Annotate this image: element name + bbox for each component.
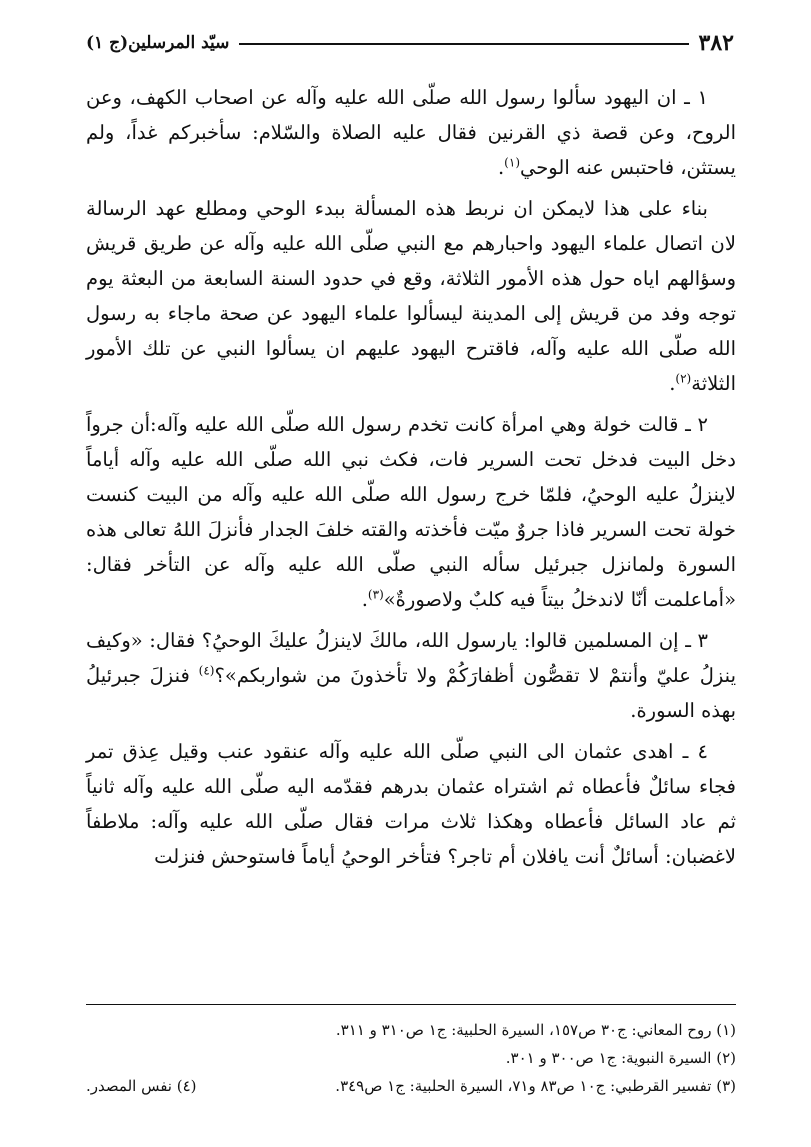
footnote-text: (٢) السيرة النبوية: ج١ ص٣٠٠ و ٣٠١. (505, 1049, 736, 1067)
footnote-3-4 (86, 1072, 736, 1100)
footnotes (86, 1016, 736, 1100)
main-text (86, 80, 736, 880)
paragraph-text: ٣ ـ إن المسلمين قالوا: يارسول الله، مالكَ لاينزلُ عليكَ الوحيُ؟ فقال: «وكيف ينزلُ عليّ وأنتمْ لا تقصُّون أظفارَكُمْ ولا تأخذونَ من شواربكم»؟ (86, 629, 736, 687)
paragraph-2 (86, 191, 736, 401)
paragraph-text: ١ ـ ان اليهود سألوا رسول الله صلّى الله عليه وآله عن اصحاب الكهف، وعن الروح، وعن قصة ذي القرنين فقال عليه الصلاة والسّلام: سأخبركم غداً، ولم يستثن، فاحتبس عنه الوحي (86, 86, 736, 179)
paragraph-text: ٤ ـ اهدى عثمان الى النبي صلّى الله عليه وآله عنقود عنب وقيل عِذق تمر فجاء سائلٌ فأعطاه ثم اشتراه عثمان بدرهم فقدّمه اليه صلّى الله عليه وآله ثانياً ثم عاد السائل فأعطاه وهكذا ثلاث مرات فقال صلّى الله عليه وآله: ملاطفاً لاغضبان: أسائلٌ أنت يافلان أم تاجر؟ فتأخر الوحيُ أياماً فاستوحش فنزلت (86, 740, 736, 868)
paragraph-text: بناء على هذا لايمكن ان نربط هذه المسألة ببدء الوحي ومطلع عهد الرسالة لان اتصال علماء اليهود واحبارهم مع النبي صلّى الله عليه وآله عن طريق قريش وسؤالهم اياه حول هذه الأمور الثلاثة، وقع في حدود السنة السابعة من البعثة يوم توجه وفد من قريش إلى المدينة ليسألوا علماء اليهود عن صحة ماجاء به رسول الله صلّى الله عليه وآله، فاقترح اليهود عليهم ان يسألوا النبي عن تلك الأمور الثلاثة (86, 197, 736, 395)
paragraph-4 (86, 623, 736, 728)
running-title: سيّد المرسلين(ج ١) (86, 33, 230, 53)
paragraph-1 (86, 80, 736, 185)
footnote-2 (86, 1044, 736, 1072)
paragraph-3 (86, 407, 736, 617)
paragraph-5 (86, 734, 736, 874)
header-rule (239, 43, 688, 45)
paragraph-text: ٢ ـ قالت خولة وهي امرأة كانت تخدم رسول الله صلّى الله عليه وآله:أن جرواً دخل البيت فدخل تحت السرير فات، فكث نبي الله صلّى الله عليه وآله أياماً لاينزلُ عليه الوحيُ، فلمّا خرج رسول الله صلّى الله عليه وآله من البيت كنست خولة تحت السرير فاذا جروٌ ميّت فأخذته والقته خلفَ الجدار فأنزلَ اللهُ تعالى هذه السورة ولمانزل جبرئيل سأله النبي صلّى الله عليه وآله عن التأخر فقال: «أماعلمت أنّا لاندخلُ بيتاً فيه كلبٌ ولاصورةٌ» (86, 413, 736, 611)
footnote-marker: (٤) (198, 663, 215, 678)
footnote-1 (86, 1016, 736, 1044)
footnote-text: (١) روح المعاني: ج٣٠ ص١٥٧، السيرة الحلبية: ج١ ص٣١٠ و ٣١١. (335, 1021, 736, 1039)
footnote-rule (86, 1004, 736, 1005)
footnote-marker: (١) (504, 155, 520, 170)
page-header (86, 28, 734, 58)
footnote-marker: (٢) (675, 371, 692, 386)
page-number: ٣٨٢ (698, 30, 734, 56)
footnote-text: (٤) نفس المصدر. (86, 1077, 197, 1095)
paragraph-end: . (669, 372, 676, 395)
footnote-text: (٣) تفسير القرطبي: ج١٠ ص٨٣ و٧١، السيرة الحلبية: ج١ ص٣٤٩. (335, 1077, 736, 1095)
paragraph-end: . (497, 156, 505, 179)
footnote-marker: (٣) (367, 587, 384, 602)
paragraph-end: فنزلَ جبرئيلُ بهذه السورة. (86, 664, 736, 722)
paragraph-end: . (361, 588, 368, 611)
